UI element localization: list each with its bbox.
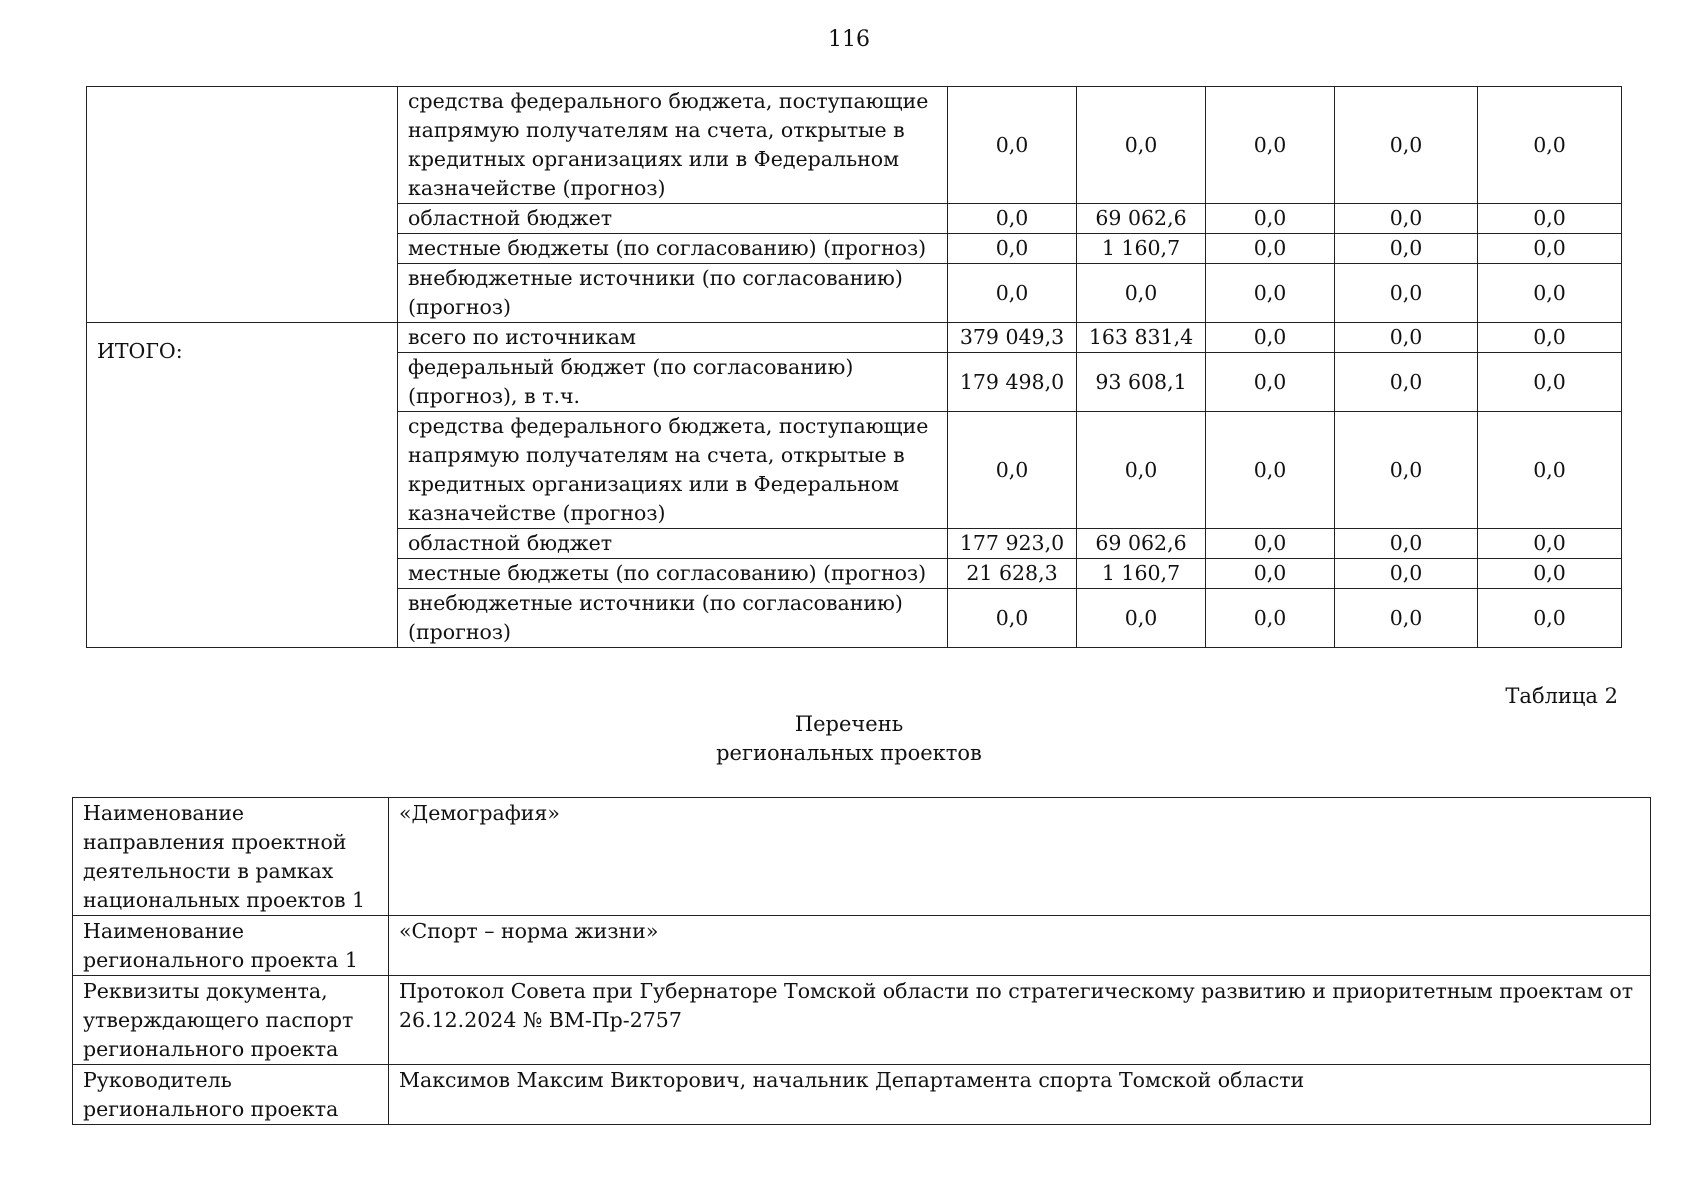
financing-source-label: местные бюджеты (по согласованию) (прогноз)	[398, 234, 948, 264]
financing-source-label: всего по источникам	[398, 323, 948, 353]
financing-value-cell: 0,0	[1478, 87, 1622, 204]
page-number: 116	[828, 27, 870, 52]
financing-value-cell: 0,0	[1335, 234, 1478, 264]
project-row	[73, 916, 1651, 976]
financing-value-cell: 0,0	[948, 234, 1077, 264]
financing-value-cell: 0,0	[1478, 234, 1622, 264]
project-field-name: Наименование направления проектной деятельности в рамках национальных проектов 1	[73, 798, 389, 916]
financing-value-cell: 0,0	[1206, 87, 1335, 204]
financing-value-cell: 0,0	[1335, 264, 1478, 323]
project-row	[73, 1065, 1651, 1125]
financing-value-cell: 0,0	[1335, 412, 1478, 529]
financing-value-cell: 177 923,0	[948, 529, 1077, 559]
project-row	[73, 798, 1651, 916]
financing-value-cell: 163 831,4	[1077, 323, 1206, 353]
financing-value-cell: 0,0	[1478, 204, 1622, 234]
financing-value-cell: 0,0	[1077, 412, 1206, 529]
table2-title	[0, 710, 1698, 768]
financing-source-label: внебюджетные источники (по согласованию) (прогноз)	[398, 264, 948, 323]
financing-value-cell: 0,0	[1335, 204, 1478, 234]
project-field-name: Реквизиты документа, утверждающего паспорт регионального проекта	[73, 976, 389, 1065]
financing-row	[87, 323, 1622, 353]
financing-source-label: средства федерального бюджета, поступающие напрямую получателям на счета, открытые в кредитных организациях или в Федеральном казначействе (прогноз)	[398, 412, 948, 529]
project-field-name: Наименование регионального проекта 1	[73, 916, 389, 976]
project-field-value: «Демография»	[389, 798, 1651, 916]
financing-value-cell: 0,0	[1335, 589, 1478, 648]
financing-value-cell: 0,0	[1077, 264, 1206, 323]
financing-value-cell: 0,0	[1335, 559, 1478, 589]
financing-source-label: местные бюджеты (по согласованию) (прогноз)	[398, 559, 948, 589]
financing-value-cell: 0,0	[1478, 412, 1622, 529]
financing-value-cell: 0,0	[1206, 559, 1335, 589]
financing-value-cell: 0,0	[1206, 204, 1335, 234]
financing-table	[86, 86, 1622, 648]
financing-value-cell: 0,0	[1478, 529, 1622, 559]
project-field-value: Максимов Максим Викторович, начальник Департамента спорта Томской области	[389, 1065, 1651, 1125]
financing-value-cell: 0,0	[948, 412, 1077, 529]
financing-value-cell: 69 062,6	[1077, 529, 1206, 559]
financing-row	[87, 87, 1622, 204]
financing-value-cell: 0,0	[948, 204, 1077, 234]
table2-title-line2: региональных проектов	[716, 741, 982, 765]
financing-value-cell: 1 160,7	[1077, 559, 1206, 589]
financing-value-cell: 21 628,3	[948, 559, 1077, 589]
table2-title-line1: Перечень	[794, 712, 904, 736]
financing-value-cell: 0,0	[1206, 264, 1335, 323]
table2-label: Таблица 2	[1505, 684, 1618, 708]
financing-value-cell: 0,0	[1478, 323, 1622, 353]
financing-source-label: средства федерального бюджета, поступающие напрямую получателям на счета, открытые в кредитных организациях или в Федеральном казначействе (прогноз)	[398, 87, 948, 204]
financing-value-cell: 0,0	[1206, 234, 1335, 264]
financing-value-cell: 0,0	[1077, 589, 1206, 648]
financing-source-label: внебюджетные источники (по согласованию) (прогноз)	[398, 589, 948, 648]
financing-source-label: областной бюджет	[398, 204, 948, 234]
financing-value-cell: 0,0	[1335, 529, 1478, 559]
financing-value-cell: 0,0	[1478, 589, 1622, 648]
financing-source-label: федеральный бюджет (по согласованию) (прогноз), в т.ч.	[398, 353, 948, 412]
financing-source-label: областной бюджет	[398, 529, 948, 559]
regional-projects-table	[72, 797, 1651, 1125]
financing-value-cell: 1 160,7	[1077, 234, 1206, 264]
project-field-name: Руководитель регионального проекта	[73, 1065, 389, 1125]
financing-value-cell: 0,0	[948, 589, 1077, 648]
financing-value-cell: 379 049,3	[948, 323, 1077, 353]
project-row	[73, 976, 1651, 1065]
financing-value-cell: 93 608,1	[1077, 353, 1206, 412]
financing-value-cell: 0,0	[1206, 323, 1335, 353]
financing-value-cell: 0,0	[948, 264, 1077, 323]
financing-value-cell: 0,0	[1478, 353, 1622, 412]
financing-value-cell: 0,0	[1335, 323, 1478, 353]
financing-value-cell: 0,0	[1206, 529, 1335, 559]
financing-value-cell: 0,0	[1335, 353, 1478, 412]
financing-value-cell: 0,0	[948, 87, 1077, 204]
financing-group-label	[87, 87, 398, 323]
financing-value-cell: 0,0	[1206, 353, 1335, 412]
financing-value-cell: 69 062,6	[1077, 204, 1206, 234]
financing-value-cell: 0,0	[1335, 87, 1478, 204]
financing-value-cell: 0,0	[1206, 412, 1335, 529]
project-field-value: «Спорт – норма жизни»	[389, 916, 1651, 976]
project-field-value: Протокол Совета при Губернаторе Томской области по стратегическому развитию и приоритетным проектам от 26.12.2024 № ВМ-Пр-2757	[389, 976, 1651, 1065]
financing-value-cell: 0,0	[1478, 264, 1622, 323]
financing-group-label: ИТОГО:	[87, 323, 398, 648]
financing-value-cell: 0,0	[1077, 87, 1206, 204]
financing-value-cell: 179 498,0	[948, 353, 1077, 412]
financing-value-cell: 0,0	[1206, 589, 1335, 648]
financing-value-cell: 0,0	[1478, 559, 1622, 589]
